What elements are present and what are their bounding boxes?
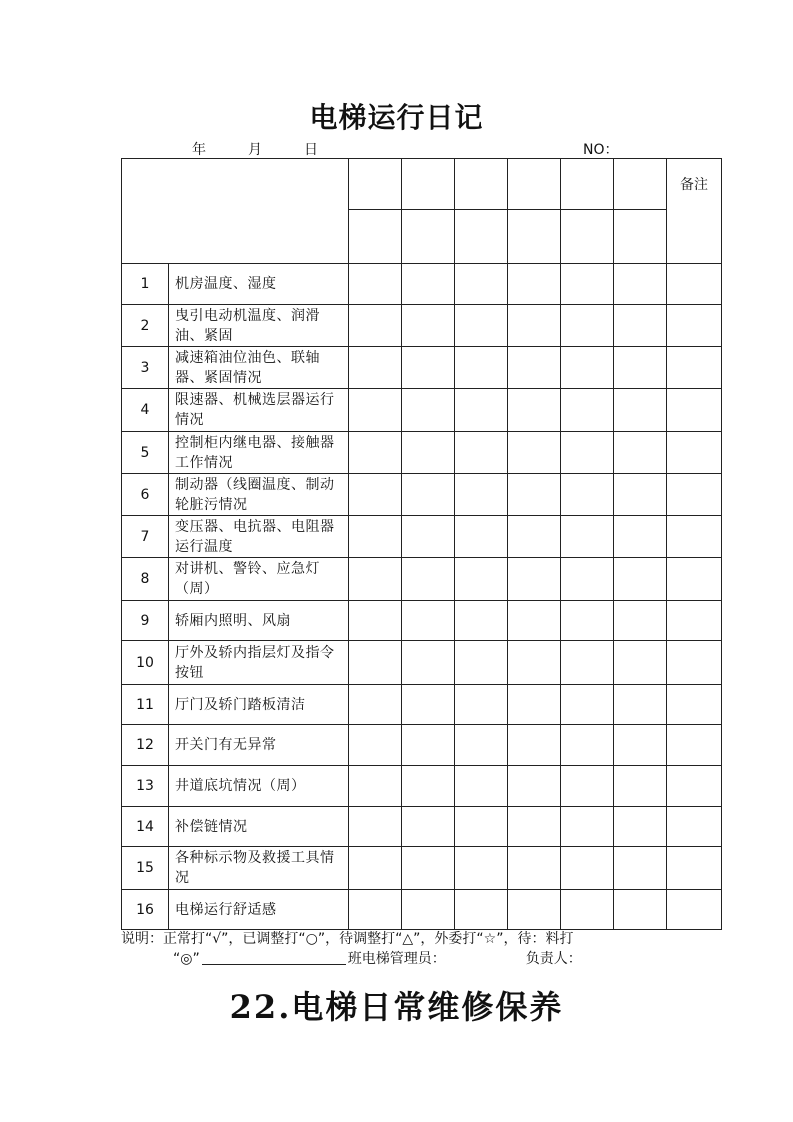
check-cell[interactable] bbox=[455, 305, 508, 347]
check-cell[interactable] bbox=[349, 766, 402, 807]
header-sub-cell[interactable] bbox=[561, 210, 614, 264]
row-item-label: 曳引电动机温度、润滑油、紧固 bbox=[169, 305, 349, 347]
check-cell[interactable] bbox=[349, 725, 402, 766]
check-cell[interactable] bbox=[614, 389, 667, 432]
header-sub-cell[interactable] bbox=[349, 210, 402, 264]
row-item-label: 变压器、电抗器、电阻器运行温度 bbox=[169, 516, 349, 558]
row-item-label: 机房温度、湿度 bbox=[169, 264, 349, 305]
check-cell[interactable] bbox=[402, 347, 455, 389]
remark-cell[interactable] bbox=[667, 347, 722, 389]
check-cell[interactable] bbox=[614, 890, 667, 930]
check-cell[interactable] bbox=[349, 474, 402, 516]
check-cell[interactable] bbox=[561, 725, 614, 766]
check-cell[interactable] bbox=[402, 516, 455, 558]
check-cell[interactable] bbox=[402, 432, 455, 474]
table-row bbox=[122, 264, 722, 305]
check-cell[interactable] bbox=[614, 264, 667, 305]
check-cell[interactable] bbox=[349, 685, 402, 725]
check-cell[interactable] bbox=[455, 685, 508, 725]
row-number: 13 bbox=[122, 766, 169, 807]
check-cell[interactable] bbox=[614, 685, 667, 725]
row-item-label: 电梯运行舒适感 bbox=[169, 890, 349, 930]
check-cell[interactable] bbox=[561, 558, 614, 601]
remark-cell[interactable] bbox=[667, 807, 722, 847]
remark-cell[interactable] bbox=[667, 766, 722, 807]
row-item-label: 开关门有无异常 bbox=[169, 725, 349, 766]
check-cell[interactable] bbox=[561, 264, 614, 305]
check-cell[interactable] bbox=[614, 641, 667, 685]
check-cell[interactable] bbox=[349, 389, 402, 432]
check-cell[interactable] bbox=[508, 685, 561, 725]
header-sub-cell[interactable] bbox=[402, 210, 455, 264]
row-number: 9 bbox=[122, 601, 169, 641]
check-cell[interactable] bbox=[402, 558, 455, 601]
check-cell[interactable] bbox=[561, 766, 614, 807]
check-cell[interactable] bbox=[402, 305, 455, 347]
check-cell[interactable] bbox=[402, 725, 455, 766]
check-cell[interactable] bbox=[508, 601, 561, 641]
check-cell[interactable] bbox=[402, 389, 455, 432]
check-cell[interactable] bbox=[614, 558, 667, 601]
check-cell[interactable] bbox=[455, 601, 508, 641]
check-cell[interactable] bbox=[561, 516, 614, 558]
check-cell[interactable] bbox=[455, 641, 508, 685]
row-item-label: 减速箱油位油色、联轴器、紧固情况 bbox=[169, 347, 349, 389]
check-cell[interactable] bbox=[614, 847, 667, 890]
row-number: 12 bbox=[122, 725, 169, 766]
row-item-label: 制动器（线圈温度、制动轮脏污情况 bbox=[169, 474, 349, 516]
row-item-label: 厅门及轿门踏板清洁 bbox=[169, 685, 349, 725]
check-cell[interactable] bbox=[561, 685, 614, 725]
row-item-label: 轿厢内照明、风扇 bbox=[169, 601, 349, 641]
footer-title: 22.电梯日常维修保养 bbox=[229, 988, 564, 1026]
check-cell[interactable] bbox=[455, 847, 508, 890]
header-row-upper bbox=[122, 159, 722, 210]
check-cell[interactable] bbox=[508, 516, 561, 558]
remark-cell[interactable] bbox=[667, 432, 722, 474]
remark-cell[interactable] bbox=[667, 685, 722, 725]
notes-section bbox=[121, 929, 701, 969]
check-cell[interactable] bbox=[455, 558, 508, 601]
table-row bbox=[122, 305, 722, 347]
row-item-label: 控制柜内继电器、接触器工作情况 bbox=[169, 432, 349, 474]
row-number: 2 bbox=[122, 305, 169, 347]
check-cell[interactable] bbox=[508, 474, 561, 516]
table-row bbox=[122, 389, 722, 432]
check-cell[interactable] bbox=[508, 558, 561, 601]
header-day-cell[interactable] bbox=[455, 159, 508, 210]
check-cell[interactable] bbox=[614, 432, 667, 474]
check-cell[interactable] bbox=[402, 264, 455, 305]
check-cell[interactable] bbox=[614, 516, 667, 558]
date-year-label: 年 bbox=[192, 142, 206, 158]
check-cell[interactable] bbox=[614, 347, 667, 389]
check-cell[interactable] bbox=[561, 601, 614, 641]
row-number: 7 bbox=[122, 516, 169, 558]
check-cell[interactable] bbox=[455, 264, 508, 305]
check-cell[interactable] bbox=[614, 305, 667, 347]
notes-symbol: “◎” bbox=[173, 951, 200, 967]
signature-blank[interactable] bbox=[202, 950, 346, 965]
remark-cell[interactable] bbox=[667, 474, 722, 516]
remark-cell[interactable] bbox=[667, 516, 722, 558]
manager-label: 班电梯管理员： bbox=[347, 951, 446, 967]
check-cell[interactable] bbox=[561, 890, 614, 930]
check-cell[interactable] bbox=[402, 601, 455, 641]
check-cell[interactable] bbox=[508, 389, 561, 432]
table-row bbox=[122, 516, 722, 558]
check-cell[interactable] bbox=[561, 347, 614, 389]
check-cell[interactable] bbox=[402, 847, 455, 890]
notes-line-2 bbox=[121, 949, 701, 969]
table-row bbox=[122, 685, 722, 725]
check-cell[interactable] bbox=[455, 389, 508, 432]
notes-line-1: 说明：正常打“√”，已调整打“○”，待调整打“△”，外委打“☆”，待：料打 bbox=[121, 931, 574, 947]
check-cell[interactable] bbox=[402, 641, 455, 685]
remark-cell[interactable] bbox=[667, 641, 722, 685]
header-day-cell[interactable] bbox=[614, 159, 667, 210]
check-cell[interactable] bbox=[561, 389, 614, 432]
table-row bbox=[122, 890, 722, 930]
check-cell[interactable] bbox=[614, 807, 667, 847]
check-cell[interactable] bbox=[508, 890, 561, 930]
header-day-cell[interactable] bbox=[349, 159, 402, 210]
check-cell[interactable] bbox=[455, 807, 508, 847]
check-cell[interactable] bbox=[614, 725, 667, 766]
row-number: 10 bbox=[122, 641, 169, 685]
date-month-label: 月 bbox=[248, 142, 262, 158]
check-cell[interactable] bbox=[561, 432, 614, 474]
check-cell[interactable] bbox=[349, 558, 402, 601]
check-cell[interactable] bbox=[349, 264, 402, 305]
row-item-label: 对讲机、警铃、应急灯（周） bbox=[169, 558, 349, 601]
table-row bbox=[122, 847, 722, 890]
check-cell[interactable] bbox=[455, 890, 508, 930]
date-day-label: 日 bbox=[304, 142, 318, 158]
table-row bbox=[122, 474, 722, 516]
row-number: 11 bbox=[122, 685, 169, 725]
check-cell[interactable] bbox=[508, 847, 561, 890]
check-cell[interactable] bbox=[455, 474, 508, 516]
check-cell[interactable] bbox=[455, 516, 508, 558]
row-item-label: 各种标示物及救援工具情况 bbox=[169, 847, 349, 890]
check-cell[interactable] bbox=[508, 347, 561, 389]
remark-cell[interactable] bbox=[667, 389, 722, 432]
check-cell[interactable] bbox=[508, 766, 561, 807]
check-cell[interactable] bbox=[508, 305, 561, 347]
check-cell[interactable] bbox=[402, 890, 455, 930]
check-cell[interactable] bbox=[349, 890, 402, 930]
header-sub-cell[interactable] bbox=[455, 210, 508, 264]
row-number: 1 bbox=[122, 264, 169, 305]
check-cell[interactable] bbox=[561, 641, 614, 685]
check-cell[interactable] bbox=[349, 847, 402, 890]
check-cell[interactable] bbox=[455, 725, 508, 766]
remark-cell[interactable] bbox=[667, 601, 722, 641]
table-row bbox=[122, 641, 722, 685]
check-cell[interactable] bbox=[349, 516, 402, 558]
check-cell[interactable] bbox=[455, 347, 508, 389]
header-sub-cell[interactable] bbox=[508, 210, 561, 264]
table-row bbox=[122, 807, 722, 847]
check-cell[interactable] bbox=[349, 305, 402, 347]
header-day-cell[interactable] bbox=[561, 159, 614, 210]
record-number-label: NO： bbox=[583, 142, 619, 158]
responsible-label: 负责人： bbox=[525, 951, 582, 967]
table-row bbox=[122, 766, 722, 807]
row-number: 4 bbox=[122, 389, 169, 432]
row-item-label: 限速器、机械选层器运行情况 bbox=[169, 389, 349, 432]
check-cell[interactable] bbox=[349, 432, 402, 474]
check-cell[interactable] bbox=[508, 264, 561, 305]
check-cell[interactable] bbox=[614, 474, 667, 516]
check-cell[interactable] bbox=[455, 766, 508, 807]
check-cell[interactable] bbox=[561, 847, 614, 890]
row-item-label: 井道底坑情况（周） bbox=[169, 766, 349, 807]
check-cell[interactable] bbox=[561, 305, 614, 347]
remark-cell[interactable] bbox=[667, 725, 722, 766]
check-cell[interactable] bbox=[614, 601, 667, 641]
check-cell[interactable] bbox=[561, 807, 614, 847]
header-blank-cell bbox=[122, 159, 349, 264]
table-row bbox=[122, 558, 722, 601]
check-cell[interactable] bbox=[402, 807, 455, 847]
inspection-table bbox=[121, 158, 722, 930]
remark-cell[interactable] bbox=[667, 264, 722, 305]
check-cell[interactable] bbox=[561, 474, 614, 516]
table-row bbox=[122, 432, 722, 474]
row-item-label: 补偿链情况 bbox=[169, 807, 349, 847]
table-row bbox=[122, 725, 722, 766]
check-cell[interactable] bbox=[402, 474, 455, 516]
remark-header: 备注 bbox=[667, 159, 722, 264]
row-number: 16 bbox=[122, 890, 169, 930]
check-cell[interactable] bbox=[508, 725, 561, 766]
check-cell[interactable] bbox=[508, 432, 561, 474]
table-row bbox=[122, 601, 722, 641]
remark-cell[interactable] bbox=[667, 305, 722, 347]
check-cell[interactable] bbox=[455, 432, 508, 474]
header-sub-cell[interactable] bbox=[614, 210, 667, 264]
check-cell[interactable] bbox=[349, 347, 402, 389]
row-number: 3 bbox=[122, 347, 169, 389]
check-cell[interactable] bbox=[402, 766, 455, 807]
check-cell[interactable] bbox=[402, 685, 455, 725]
row-number: 14 bbox=[122, 807, 169, 847]
row-number: 6 bbox=[122, 474, 169, 516]
check-cell[interactable] bbox=[349, 601, 402, 641]
table-row bbox=[122, 347, 722, 389]
check-cell[interactable] bbox=[614, 766, 667, 807]
row-number: 5 bbox=[122, 432, 169, 474]
header-day-cell[interactable] bbox=[402, 159, 455, 210]
remark-cell[interactable] bbox=[667, 890, 722, 930]
check-cell[interactable] bbox=[508, 807, 561, 847]
row-item-label: 厅外及轿内指层灯及指令按钮 bbox=[169, 641, 349, 685]
remark-cell[interactable] bbox=[667, 558, 722, 601]
document-title: 电梯运行日记 bbox=[309, 101, 484, 134]
remark-cell[interactable] bbox=[667, 847, 722, 890]
header-day-cell[interactable] bbox=[508, 159, 561, 210]
row-number: 8 bbox=[122, 558, 169, 601]
check-cell[interactable] bbox=[508, 641, 561, 685]
check-cell[interactable] bbox=[349, 641, 402, 685]
check-cell[interactable] bbox=[349, 807, 402, 847]
row-number: 15 bbox=[122, 847, 169, 890]
